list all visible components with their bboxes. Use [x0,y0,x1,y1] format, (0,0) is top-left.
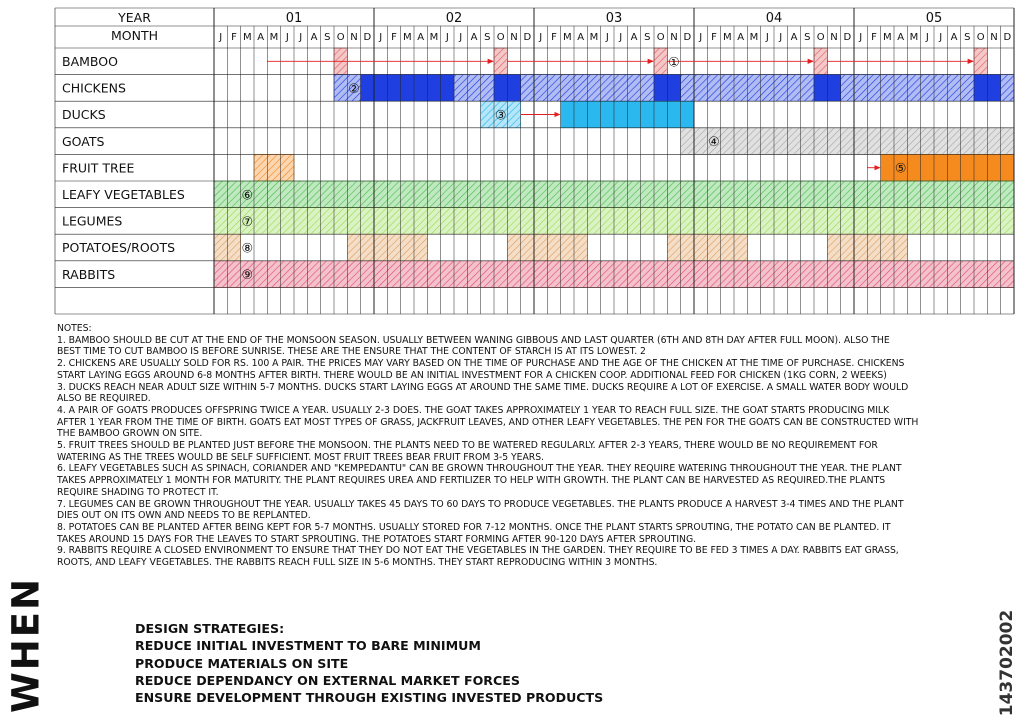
month-label: J [299,32,303,43]
month-label: F [551,32,557,43]
month-label: M [749,32,759,43]
timeline-hatch-bar [254,154,294,181]
month-label: J [445,32,449,43]
notes-line: BEST TIME TO CUT BAMBOO IS BEFORE SUNRISE. THESE ARE THE ENSURE THAT THE CONTENT OF STARCH IS AT ITS LOWEST. 2 [57,346,646,358]
month-label: A [577,32,585,43]
side-title [4,576,48,714]
month-label: J [605,32,609,43]
month-label: N [510,32,518,43]
month-label: S [964,32,971,43]
notes-line: REQUIRE SHADING TO PROTECT IT. [57,486,219,498]
year-label: 01 [285,11,303,26]
row-label: RABBITS [62,266,116,282]
notes-line: TAKES APPROXIMATELY 1 MONTH FOR MATURITY. THE PLANT REQUIRES UREA AND FERTILIZER TO HELP WITH GROWTH. THE PLANT CAN BE HARVESTED AS REQUIRED.THE PLANTS [57,475,886,487]
month-label: A [897,32,905,43]
timeline-hatch-bar [681,128,1014,155]
notes-line: 7. LEGUMES CAN BE GROWN THROUGHOUT THE YEAR. USUALLY TAKES 45 DAYS TO 60 DAYS TO PRODUCE VEGETABLES. THE PLANTS PRODUCE A HARVEST 3-4 TIMES AND THE PLANT [57,498,904,510]
notes-line: WATERING AS THE TREES WOULD BE SELF SUFFICIENT. MOST FRUIT TREES BEAR FRUIT FROM 3-5 YEARS. [57,451,544,463]
row-label: FRUIT TREE [62,160,135,176]
side-title-text: WHEN [4,576,48,714]
note-number-marker: ② [348,81,360,97]
month-label: J [765,32,769,43]
month-label: D [843,32,852,43]
notes-line: ALSO BE REQUIRED. [57,393,151,405]
month-label: N [670,32,678,43]
note-number-marker: ⑧ [241,241,254,257]
month-label: N [830,32,838,43]
month-label: D [683,32,692,43]
row-label: POTATOES/ROOTS [62,240,176,256]
row-label: GOATS [62,133,105,149]
month-label: F [711,32,717,43]
year-label: 03 [605,11,623,26]
design-strategies [135,620,603,706]
month-label: S [484,32,491,43]
note-number-marker: ③ [494,108,507,124]
month-label: O [976,32,985,43]
month-label: F [231,32,237,43]
month-label: D [523,32,532,43]
strategy-item: PRODUCE MATERIALS ON SITE [135,655,349,671]
notes-line: 2. CHICKENS ARE USUALLY SOLD FOR RS. 100 A PAIR. THE PRICES MAY VARY BASED ON THE TIME OF PURCHASE AND THE AGE OF THE CHICKEN AT THE TIME OF PURCHASE. CHICKENS [57,358,905,370]
row-label: LEAFY VEGETABLES [62,187,185,202]
month-label: J [219,32,223,43]
notes-line: AFTER 1 YEAR FROM THE TIME OF BIRTH. GOATS EAT MOST TYPES OF GRASS, JACKFRUIT LEAVES, AND OTHER LEAFY VEGETABLES. THE PEN FOR THE GOATS CAN BE CONSTRUCTED WITH [57,416,919,428]
month-label: M [909,32,919,43]
month-label: A [790,32,798,43]
month-label: O [336,32,345,43]
note-number-marker: ① [668,55,680,71]
timeline-hatch-bar [974,48,987,75]
notes-line: 3. DUCKS REACH NEAR ADULT SIZE WITHIN 5-7 MONTHS. DUCKS START LAYING EGGS AT AROUND THE SAME TIME. DUCKS REQUIRE A LOT OF EXERCISE. A SMALL WATER BODY WOULD [57,381,909,393]
month-label: A [470,32,478,43]
timeline-hatch-bar [654,48,667,75]
month-label: N [350,32,358,43]
month-label: O [816,32,825,43]
month-label: F [391,32,397,43]
strategy-item: REDUCE DEPENDANCY ON EXTERNAL MARKET FORCES [135,672,520,688]
row-label: LEGUMES [62,213,123,229]
month-label: M [883,32,892,43]
row-label: BAMBOO [62,54,118,69]
month-label: J [539,32,543,43]
notes-line: DIES OUT ON ITS OWN AND NEEDS TO BE REPLANTED. [57,510,311,522]
notes-block [57,323,1012,569]
month-label: M [243,32,252,43]
month-label: J [939,32,943,43]
notes-line: 5. FRUIT TREES SHOULD BE PLANTED JUST BEFORE THE MONSOON. THE PLANTS NEED TO BE WATERED REGULARLY. AFTER 2-3 YEARS, THERE WOULD BE NO REQUIREMENT FOR [57,440,878,452]
month-label: O [656,32,665,43]
month-label: A [950,32,958,43]
note-number-marker: ⑥ [241,188,254,204]
notes-line: ROOTS, AND LEAFY VEGETABLES. THE RABBITS REACH FULL SIZE IN 5-6 MONTHS. THEY START REPRODUCING WITHIN 3 MONTHS. [57,557,658,569]
strategy-item: REDUCE INITIAL INVESTMENT TO BARE MINIMUM [135,638,481,654]
month-label: J [619,32,623,43]
month-label: D [363,32,372,43]
timeline-chart [0,0,1024,320]
strategy-item: ENSURE DEVELOPMENT THROUGH EXISTING INVESTED PRODUCTS [135,690,604,706]
row-label: DUCKS [62,107,106,123]
note-number-marker: ④ [708,135,720,151]
month-label: J [379,32,383,43]
timeline-bar [361,75,454,102]
notes-line: TAKES AROUND 15 DAYS FOR THE LEAVES TO START SPROUTING. THE POTATOES START FORMING AFTER 90-120 DAYS AFTER SPROUTING. [57,533,696,545]
student-id [992,610,1022,715]
month-label: J [699,32,703,43]
month-label: A [417,32,425,43]
month-label: S [644,32,651,43]
month-label: A [257,32,265,43]
year-header-label: YEAR [118,10,151,25]
row-label: CHICKENS [62,80,126,96]
notes-line: 6. LEAFY VEGETABLES SUCH AS SPINACH, CORIANDER AND "KEMPEDANTU" CAN BE GROWN THROUGHOUT THE YEAR. THEY REQUIRE WATERING THROUGHOUT THE YEAR. THE PLANT [57,463,902,475]
month-label: S [804,32,811,43]
note-number-marker: ⑦ [241,214,254,230]
notes-line: START LAYING EGGS AROUND 6-8 MONTHS AFTER BIRTH. THERE WOULD BE AN INITIAL INVESTMENT FOR A CHICKEN COOP. ADDITIONAL FEED FOR CHICKEN (1KG CORN, 2 WEEKS) [57,369,887,381]
month-label: M [269,32,279,43]
month-label: A [737,32,745,43]
month-label: J [285,32,289,43]
student-id-text: 143702002 [997,609,1017,716]
month-label: A [310,32,318,43]
month-label: J [859,32,863,43]
note-number-marker: ⑨ [241,268,254,284]
month-label: N [990,32,998,43]
timeline-hatch-bar [814,48,827,75]
month-label: F [871,32,877,43]
strategies-heading: DESIGN STRATEGIES: [135,621,285,636]
month-header-label: MONTH [110,28,159,43]
note-number-marker: ⑤ [894,161,907,177]
month-label: A [630,32,638,43]
notes-line: 1. BAMBOO SHOULD BE CUT AT THE END OF THE MONSOON SEASON. USUALLY BETWEEN WANING GIBBOUS AND LAST QUARTER (6TH AND 8TH DAY AFTER FULL MOON). ALSO THE [57,334,890,346]
month-label: M [403,32,412,43]
month-label: J [925,32,929,43]
notes-line: 4. A PAIR OF GOATS PRODUCES OFFSPRING TWICE A YEAR. USUALLY 2-3 DOES. THE GOAT TAKES APPROXIMATELY 1 YEAR TO REACH FULL SIZE. THE GOAT STARTS PRODUCING MILK [57,404,890,416]
month-label: J [459,32,463,43]
month-label: O [496,32,505,43]
month-label: M [723,32,732,43]
notes-line: 9. RABBITS REQUIRE A CLOSED ENVIRONMENT TO ENSURE THAT THEY DO NOT EAT THE VEGETABLES IN THE GARDEN. THEY REQUIRE TO BE FED 3 TIMES A DAY. RABBITS EAT GRASS, [57,545,899,557]
year-label: 02 [445,11,463,26]
notes-line: 8. POTATOES CAN BE PLANTED AFTER BEING KEPT FOR 5-7 MONTHS. USUALLY STORED FOR 7-12 MONTHS. ONCE THE PLANT STARTS SPROUTING, THE POTATO CAN BE PLANTED. IT [57,521,891,533]
month-label: D [1003,32,1012,43]
timeline-hatch-bar [494,48,507,75]
notes-line: NOTES: [57,323,92,334]
month-label: M [589,32,599,43]
year-label: 05 [925,11,943,26]
year-label: 04 [765,11,783,26]
month-label: M [563,32,572,43]
month-label: S [324,32,331,43]
notes-line: THE BAMBOO GROWN ON SITE. [57,428,203,440]
month-label: M [429,32,439,43]
month-label: J [779,32,783,43]
